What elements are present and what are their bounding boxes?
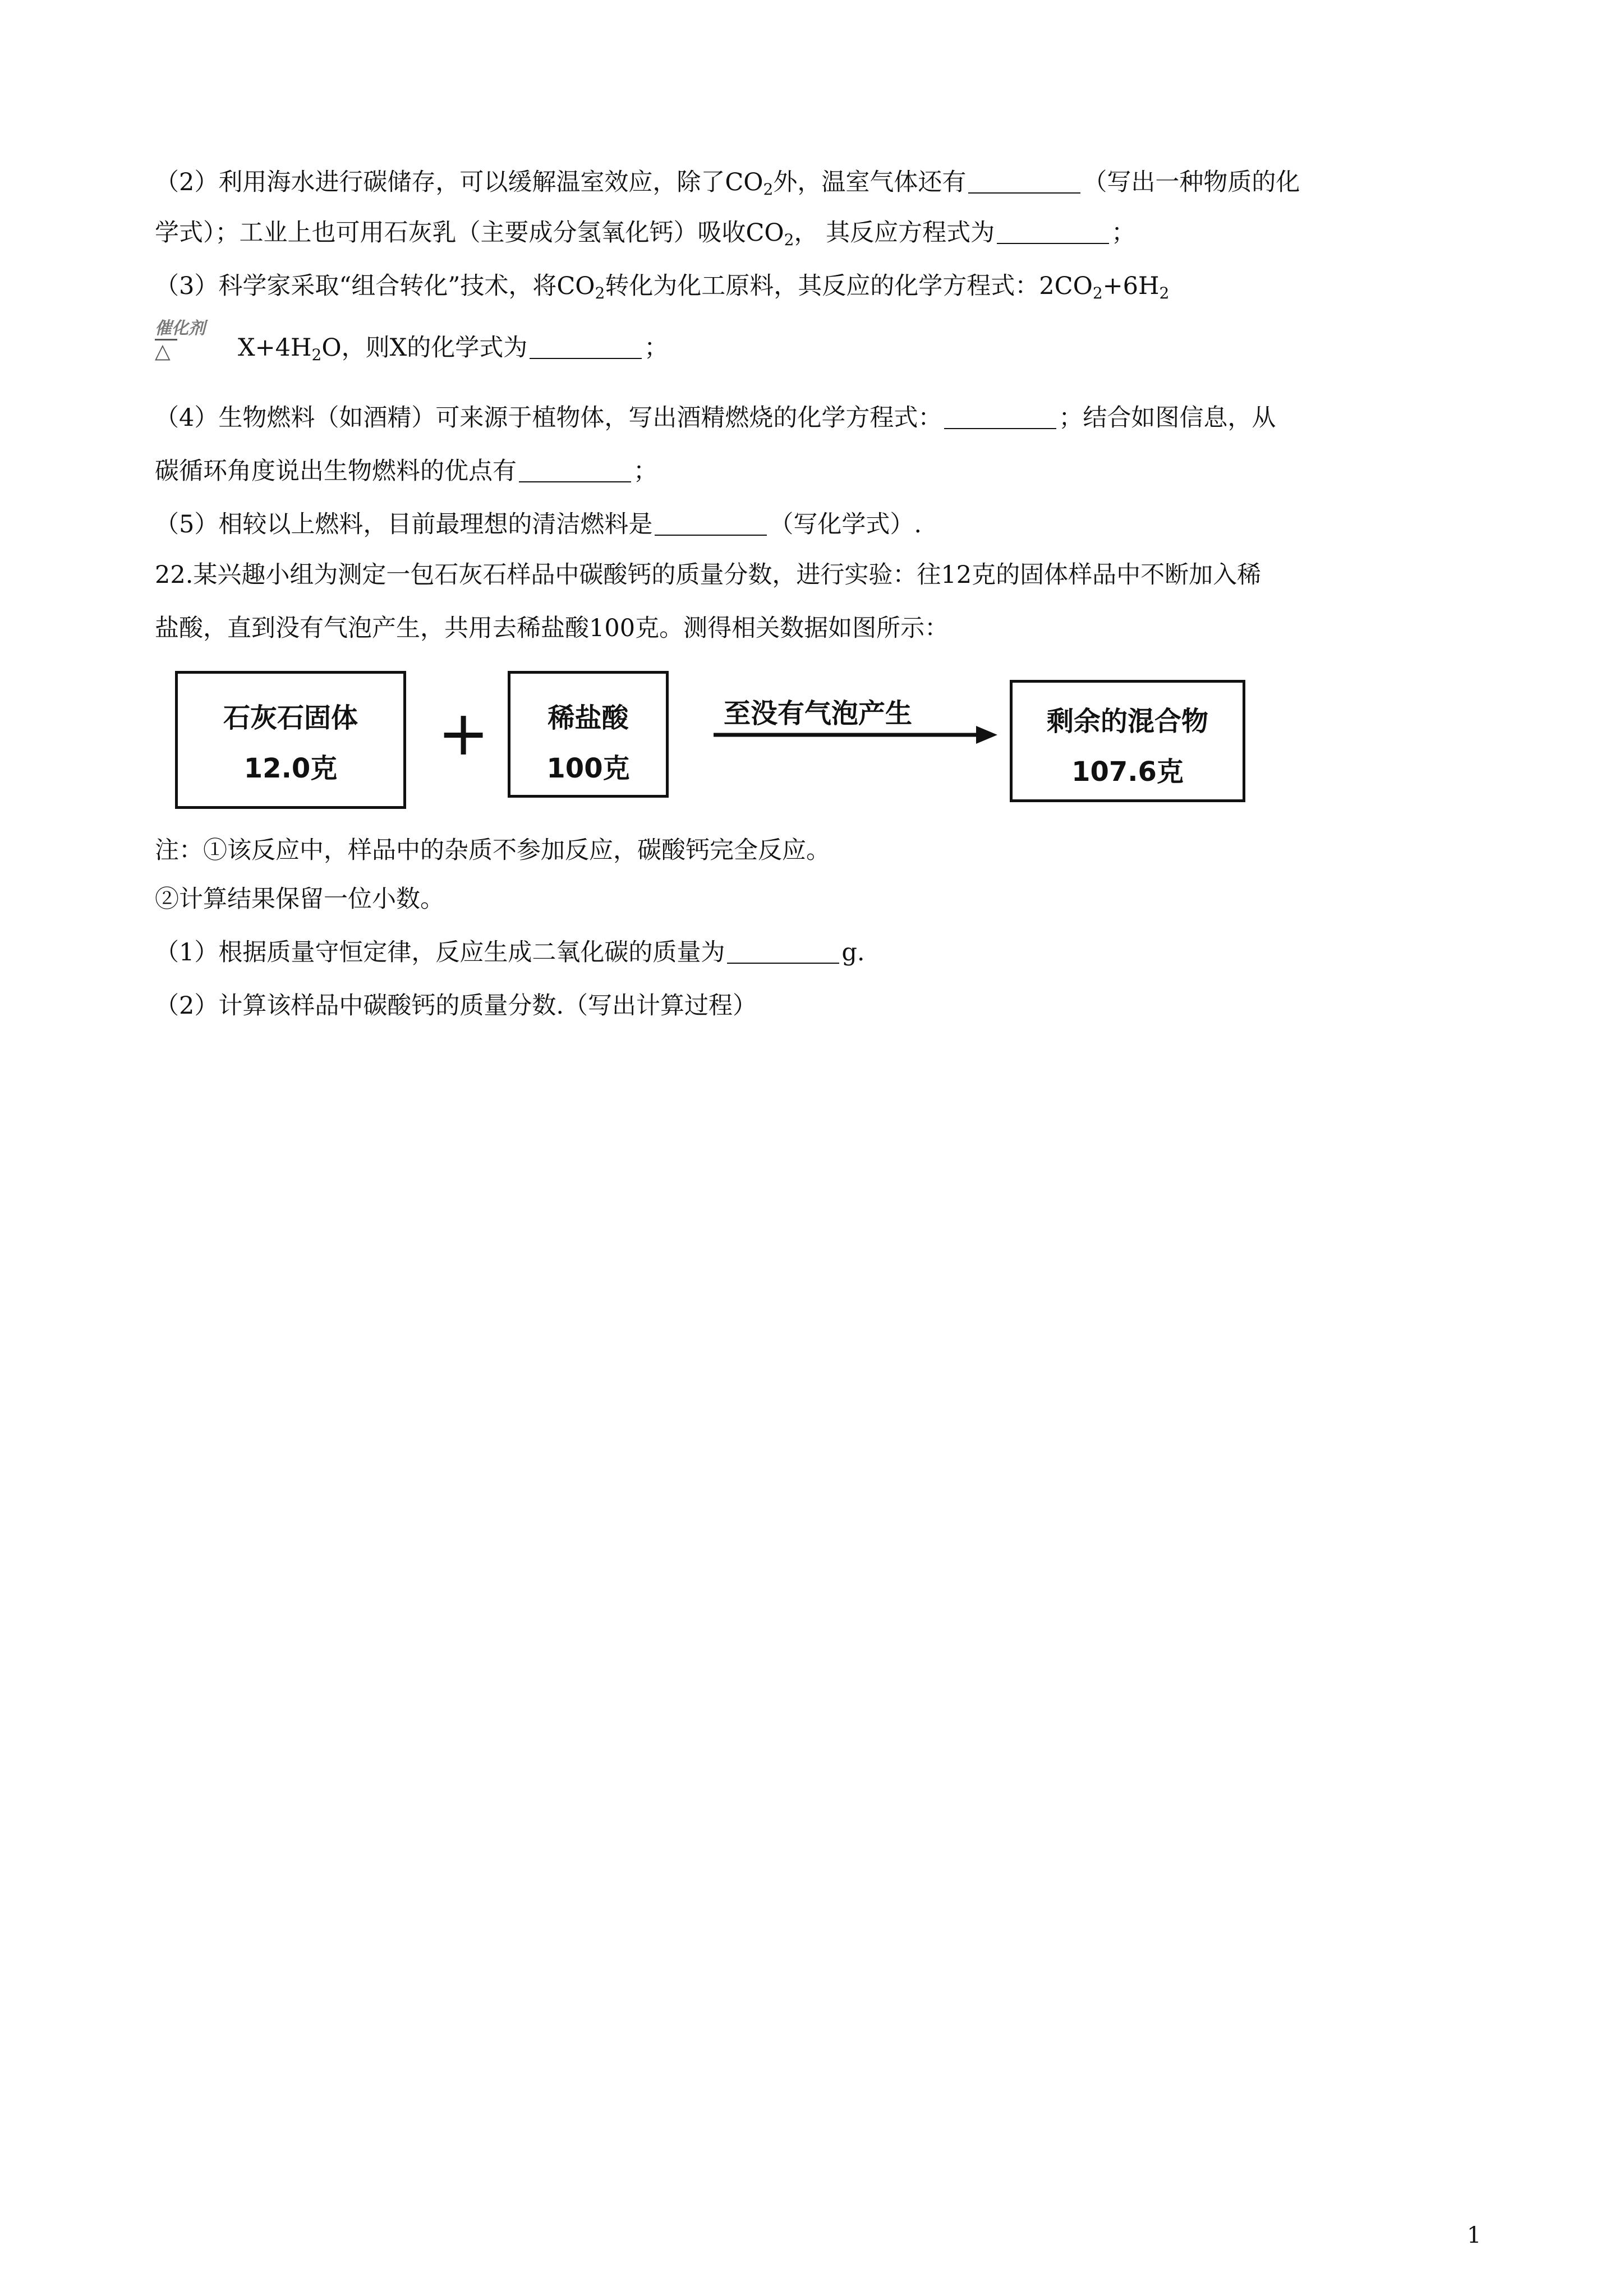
answer-blank[interactable] — [997, 220, 1109, 244]
box-limestone-mass: 12.0克 — [243, 753, 338, 784]
q22-part2: （2）计算该样品中碳酸钙的质量分数.（写出计算过程） — [155, 992, 757, 1020]
answer-blank[interactable] — [655, 512, 767, 536]
q22-part1: （1）根据质量守恒定律，反应生成二氧化碳的质量为 g. — [155, 938, 865, 967]
answer-blank[interactable] — [968, 170, 1080, 194]
box-hcl-label: 稀盐酸 — [548, 702, 629, 734]
q21-part5: （5）相较以上燃料，目前最理想的清洁燃料是 （写化学式）. — [155, 510, 922, 539]
answer-blank[interactable] — [727, 940, 839, 964]
q22-intro-line2: 盐酸，直到没有气泡产生，共用去稀盐酸100克。测得相关数据如图所示： — [155, 614, 949, 642]
q22-note1: 注：①该反应中，样品中的杂质不参加反应，碳酸钙完全反应。 — [155, 836, 830, 864]
q22-note2: ②计算结果保留一位小数。 — [155, 885, 444, 913]
box-dilute-hcl — [508, 671, 669, 798]
catalyst-label: 催化剂 — [155, 319, 205, 338]
box-remaining-mixture — [1010, 680, 1245, 802]
box-limestone-solid — [175, 671, 406, 809]
box-mixture-label: 剩余的混合物 — [1046, 706, 1208, 737]
box-mixture-mass: 107.6克 — [1071, 756, 1184, 788]
q21-part3-line1: （3）科学家采取“组合转化”技术，将$CO_2$转化为化工原料，其反应的化学方程式：$2CO_2+6H_2$ — [155, 272, 1170, 302]
q21-part3-line2: $X+4H_2O$，则X的化学式为 ； — [238, 334, 669, 364]
page-number: 1 — [1467, 2223, 1482, 2248]
q21-part4-line1: （4）生物燃料（如酒精）可来源于植物体，写出酒精燃烧的化学方程式： ；结合如图信息，从 — [155, 404, 1276, 432]
arrow-label: 至没有气泡产生 — [724, 698, 913, 729]
answer-blank[interactable] — [519, 459, 631, 482]
q21-part2-line2: 学式）；工业上也可用石灰乳（主要成分氢氧化钙）吸收$CO_2$， 其反应方程式为 ； — [155, 219, 1136, 249]
q21-part2-line1: （2）利用海水进行碳储存，可以缓解温室效应，除了$CO_2$外，温室气体还有 （写出一种物质的化 — [155, 168, 1300, 199]
answer-blank[interactable] — [944, 406, 1056, 429]
box-hcl-mass: 100克 — [546, 753, 630, 784]
q22-intro-line1: 22.某兴趣小组为测定一包石灰石样品中碳酸钙的质量分数，进行实验：往12克的固体样品中不断加入稀 — [155, 561, 1262, 589]
heat-symbol: △ — [155, 337, 177, 363]
answer-blank[interactable] — [530, 335, 642, 359]
q21-part4-line2: 碳循环角度说出生物燃料的优点有 ； — [155, 457, 657, 485]
box-limestone-label: 石灰石固体 — [223, 702, 358, 734]
plus-sign: + — [438, 697, 490, 769]
arrow-icon — [712, 724, 999, 746]
